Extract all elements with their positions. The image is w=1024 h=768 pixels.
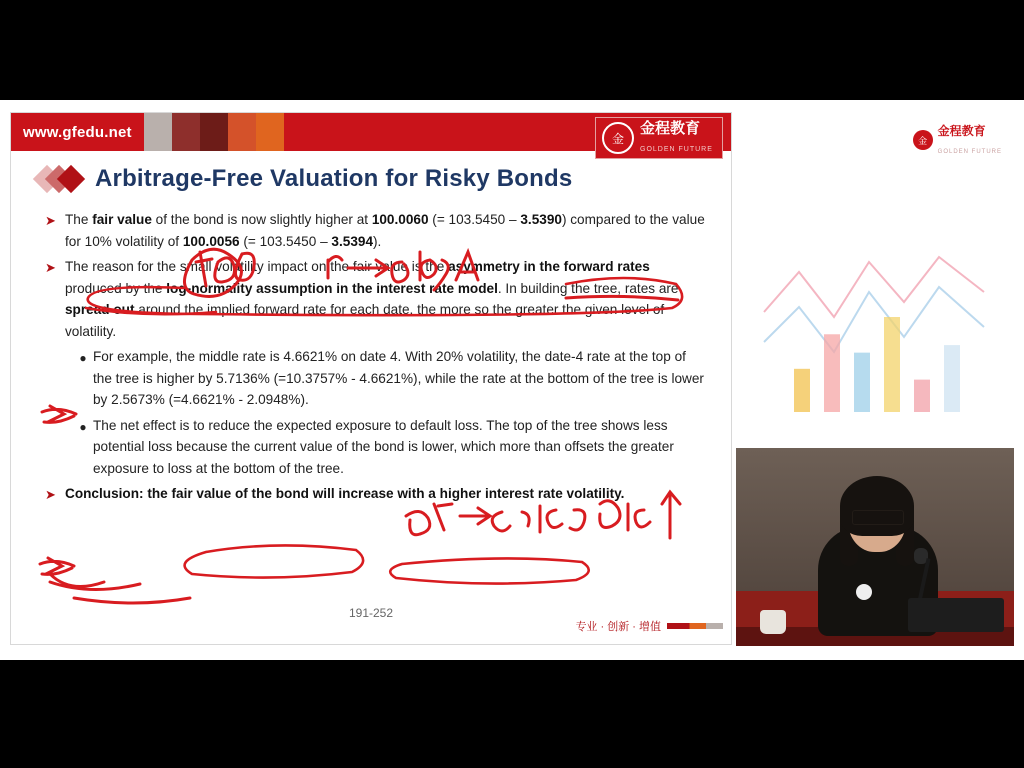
list-item [45,256,705,342]
seal-icon: 金 [602,122,634,154]
list-item [45,483,705,506]
footer-slogan: 专业 · 创新 · 增值 [575,621,661,633]
slide-body [45,209,705,510]
bullet-text-3: For example, the middle rate is 4.6621% on date 4. With 20% volatility, the date-4 rate at the top of the tree is higher by 5.7136% (=10.3757% - 4.6621%), while the rate at the bottom of the tree is lower by 2.5673% (=4.6621% - 2.0948%). [93,349,704,407]
header-color-blocks [144,113,312,151]
presentation-slide [10,112,732,645]
brand-name-cn: 金程教育 [640,120,701,137]
bullet-text-4: The net effect is to reduce the expected exposure to default loss. The top of the tree shows less potential loss because the current value of the bond is lower, which more than offsets the greater exposure to loss at the bottom of the tree. [93,417,674,476]
site-url: www.gfedu.net [23,123,132,141]
arrow-bullet-icon: ➤ [45,260,56,275]
slide-header [11,113,731,151]
brand-logo-small [913,122,1002,158]
arrow-bullet-icon: ➤ [45,213,56,228]
list-item [73,346,705,411]
slide-title-row [37,165,572,193]
bullet-text-5: Conclusion: the fair value of the bond will increase with a higher interest rate volatility. [65,486,625,501]
decorative-chart [754,222,1004,422]
brand-name-en: GOLDEN FUTURE [937,149,1002,155]
dot-bullet-icon: ● [79,419,87,434]
footer-stripe [667,623,723,629]
bullet-text-1: The fair value of the bond is now slightly higher at 100.0060 (= 103.5450 – 3.5390) compared to the value for 10% volatility of 100.0056 (= 103.5450 – 3.5394). [65,212,705,249]
brand-name-cn: 金程教育 [937,124,986,138]
list-item [73,415,705,480]
arrow-bullet-icon: ➤ [45,487,56,502]
laptop [908,598,1004,632]
bullet-text-2: The reason for the small volatility impact on the fair value is the asymmetry in the forward rates produced by the log-normality assumption in the interest rate model. In building the tree, rates are spread out around the implied forward rate for each date, the more so the greater the given level of volatility. [65,259,679,339]
brand-name-en: GOLDEN FUTURE [640,146,713,153]
page-number: 191-252 [348,606,394,620]
list-item [45,209,705,252]
brand-logo [595,117,723,159]
diamond-bullet-icon [37,166,83,192]
page-title: Arbitrage-Free Valuation for Risky Bonds [95,165,573,192]
right-side-panel [736,112,1014,442]
cup [760,610,786,634]
dot-bullet-icon: ● [79,351,87,365]
slide-footer [531,616,731,636]
presenter-webcam [736,448,1014,646]
glasses-icon [852,510,904,525]
seal-icon: 金 [913,130,933,150]
